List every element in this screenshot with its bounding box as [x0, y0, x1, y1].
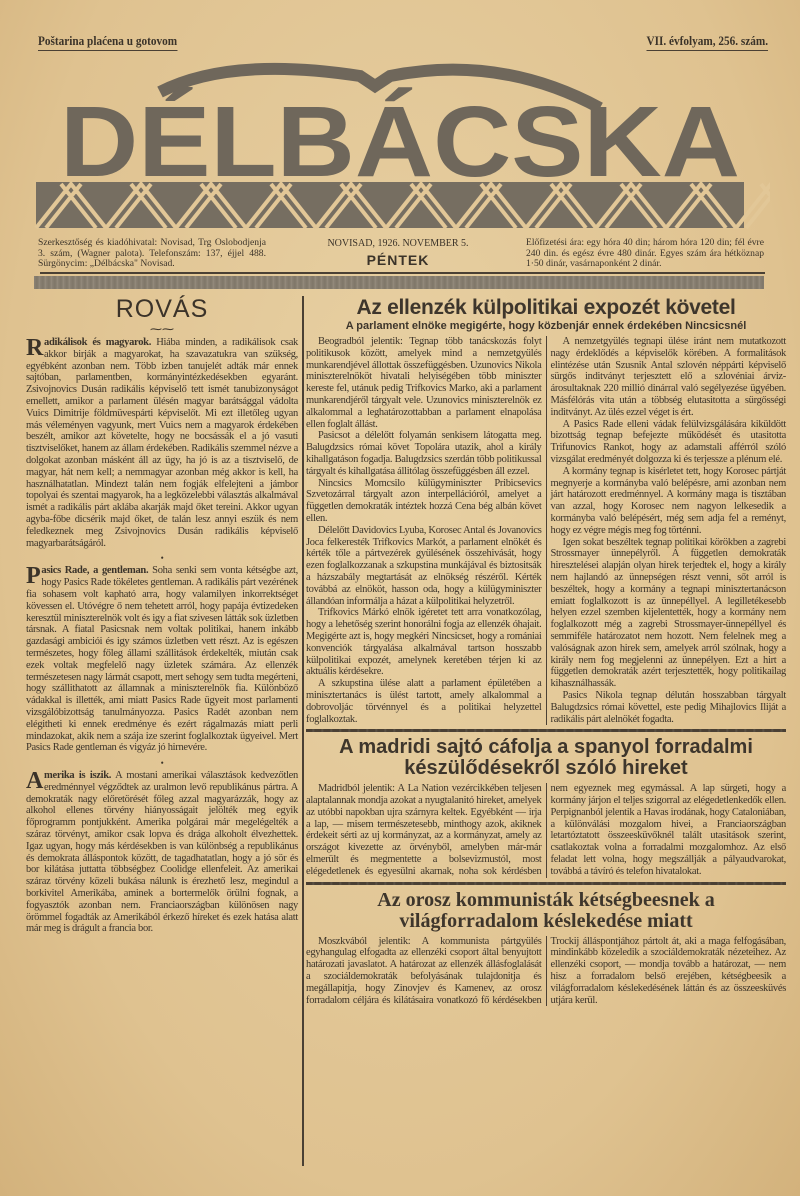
article-paragraph: Beogradból jelentik: Tegnap több tanácskozás folyt politikusok között, amelyek mind a nemzetgyülés munkarendjével állottak összefüggésben. Uzunovics Nikola miniszterelnököt hivatali helyiségében több miniszter kereste fel, utánuk pedig Trifkovics Marko, aki a parlament munkarendjéről tárgyalt vele. Uzunovics miniszterelnök ez alkalommal a leghatározottabban a parlament elnapolása ellen foglalt állást.	[306, 336, 542, 430]
madrid-article-body: Madridból jelentik: A La Nation vezércikkében teljesen alaptalannak mondja azokat a nyugtalanitó hireket, amelyek az utóbbi napokban ujra szárnyra keltek. Egyébként — irja a lap, — misem természetesebb, minthogy azok, akiknek érdekeit sérti az uj kormányzat, az a kormányzat, amely az országot kivezette az örvényből, amelyben már-már elmerült és megmentette a bolsevizmustól, most elégedetlenek és egyesülni akarnak, noha sok kérdésben nem egyeznek meg egymással. A lap sürgeti, hogy a kormány járjon el teljes szigorral az elégedetlenkedők ellen. Perpignanból jelentik a Havas irodának, hogy Cataloniában, a különválási mozgalom hivei, a Franciaországban letartóztatott összeesküvőknél talált utasitások szerint, csatlakoztak volna a forradalmi mozgalomhoz. Az első feladat lett volna, hogy megszállják a pályaudvarokat, továbbá a távíró és telefon hivatalokat.	[306, 783, 786, 877]
dateline: NOVISAD, 1926. NOVEMBER 5.	[327, 238, 469, 249]
header-band	[34, 276, 764, 289]
masthead-logo	[30, 52, 770, 230]
column-divider	[302, 296, 304, 1166]
weekday: PÉNTEK	[366, 252, 430, 268]
article-paragraph: Trifkovics Márkó elnök igéretet tett arra vonatkozólag, hogy a lehetőség szerint honorálni fogja az ellenzék óhajait. Megigérte azt is, hogy megkéri Nincsicset, hogy a romániai konvenciók tárgyalása alkalmával tartson hosszabb külpolitikai expozét, amelynek keretében térjen ki az aktuális kérdésekre.	[306, 607, 542, 678]
article-paragraph: A nemzetgyülés tegnapi ülése iránt nem mutatkozott nagy érdeklődés a képviselők körében. A formalitások elintézése után Szusnik Antal szlovén néppárti képviselő sürgős inditványt terjesztett elő a szlovéniai árviz-árosultaknak 220 millió dinárral való segélyezése ügyében. Másfélórás vita után a többség elutasitotta a sürgősségi inditványt. Az ülés ezzel véget is ért.	[550, 336, 786, 418]
ornament-icon: ⁓⁓	[150, 322, 174, 336]
article-paragraph: Nincsics Momcsilo külügyminiszter Pribicsevics Szvetozárral tárgyalt azon interpellációról, amelyet a független demokraták intéztek hozzá Cena bég albán követ ellen.	[306, 477, 542, 524]
divider	[306, 882, 786, 885]
divider	[306, 729, 786, 732]
rovas-item: Pasics Rade, a gentleman. Soha senki sem vonta kétségbe azt, hogy Pasics Rade tökéletes gentleman. A radikális párt vezérének fia sohasem volt kapható arra, hogy valamilyen inkorrektséget kövessen el. Utóvégre ő nem tehetett arról, hogy papája évtizedeken keresztül miniszterelnök volt és igy a fiat szivesen látták sok üzletben társnak. A fiatal Pasicsnak nem voltak politikai, hanem inkább gazdasági ambiciói és igy számos üzletben vett részt. Az is egészen természetes, hogy főleg állami szállitások érdekelték, miután csak ezek voltak megfelelő nagy üzletek számára. Az ellenzék természetesen nagy lármát csapott, mert sehogy sem tudta megérteni, hogy szállithatott az államnak a miniszterelnök fia. Különböző vádakkal is illették, ami miatt Pasics Rade ügyeit most parlamenti vizsgálóbizottság tanulmányozza. Pasics Radét azonban nem elégitheti ki ennek eredménye és ezért rágalmazás miatt perli mindazokat, akik nem a szája ize szerint foglalkoztak ügyeivel. Mert Pasics Rade gentleman és vigyáz jó hirnevére.	[26, 563, 298, 754]
article-paragraph: Igen sokat beszéltek tegnap politikai körökben a zagrebi Strossmayer ünnepélyről. A független demokraták hiresztelései alapján olyan hirek terjedtek el, hogy a király nem hajlandó az ünnepségen részt venni, sőt arról is beszéltek, hogy a kormány a tegnapi minisztertanácson emiatt foglalkozott is az ünnepéllyel. A legilletékesebb helyen ezzel szemben kijelentették, hogy a kormány nem foglalkozott még a zagrebi Strossmayer-ünnepéllyel és semmiféle határozatot nem hozott. Nem felelnek meg a valóságnak azon hirek sem, amelyek arról szólnak, hogy a király nem fog megjelenni az ünnepélyen. Ezt a hirt a független demokraták azért terjesztették, hogy politikailag kihasználhassák.	[550, 536, 786, 690]
logo-text: DÉLBÁCSKA	[60, 86, 740, 198]
subscription-info: Előfizetési ára: egy hóra 40 din; három hóra 120 din; fél évre 240 din. és egész évre 480 dinár. Egyes szám ára hétköznap 1·50 dinár, vasárnaponként 2 dinár.	[526, 237, 764, 270]
main-headline: Az ellenzék külpolitikai expozét követel	[356, 296, 736, 319]
separator-icon: •	[160, 758, 164, 769]
moscow-article-body: Moszkvából jelentik: A kommunista pártgyülés egyhangulag elfogadta az ellenzéki csoport által benyujtott határozati javaslatot. A határozat az ellenzék állásfoglalását a szociáldemokraták befolyásának tulajdonitja és megállapitja, hogy Zinovjev és Kamenev, az orosz forradalom céljára és kilátásaira vonatkozó fő kérdésekben Trockij álláspontjához pártolt át, aki a maga felfogásában, mindinkább közeledik a szociáldemokraták nézeteihez. Az ellenzéki csoport, — mondja tovább a határozat, — nem hisz a forradalom belső erejében, kétségbeesik a világforradalom késlekedésének láttán és az összeesküvés utjára kerül.	[306, 935, 786, 1006]
rovas-item: Radikálisok és magyarok. Hiába minden, a radikálisok csak akkor birják a magyarokat, ha szavazatukra van szükség, egyébként azonban nem. Több izben tanujelét adták már ennek sajtóban, parlamentben, kormányintézkedésekben egyaránt. Zsivojnovics Dusán radikális képviselő tett ismét tanubizonyságot emellett, amikor a parlament ülésén magyar barátsággal vádolta Vuics Dimitrije földmüvespárti képviselőt. Mi ezt illetőleg ugyan más véleményen vagyunk, mert Vuics nem a magyarok érdekében beszélt, amikor azt követelte, hogy ne bocsássák el a jó vasuti tisztviselőket, hanem az állam érdekében. Radikális szemmel nézve a dolgokat azonban másként áll az ügy, ha jó is az a tisztviselő, de magyar, hát nem kell; a nemmagyar azonban még akkor is kell, ha használhatatlan. Mindezt talán nem fogják elfelejteni a jámbor topolyai és szentai magyarok, ha a legközelebbi választás alkalmával ismét a radikális párt aklába akarják majd őket tereini. Akkor ugyan agyba-főbe dicsérik majd őket, de talán lesz annyi eszük és nem feledkeznek meg Zsivojnovics Dusán radikális képviselő magyarbarátságáról.	[26, 335, 299, 549]
article-paragraph: Pasicsot a délelőtt folyamán senkisem látogatta meg. Balugdzsics római követ Topolára utazik, ahol a király kihallgatáson fogadja. Balugdzsics szerdán több politikussal tárgyalt és kihallgatása állitólag összefüggésben áll ezzel.	[306, 430, 542, 477]
office-info: Szerkesztőség és kiadóhivatal: Novisad, Trg Oslobodjenja 3. szám, (Wagner palota). Telefonszám: 137, éjjel 488. Sürgönycim: „Délbácska" Novisad.	[38, 237, 266, 270]
moscow-headline: Az orosz kommunisták kétségbeesnek a világforradalom késlekedése miatt	[377, 888, 715, 932]
madrid-headline: A madridi sajtó cáfolja a spanyol forradalmi készülődésekről szóló hireket	[339, 736, 753, 780]
rovas-column	[26, 337, 298, 935]
issue-number: VII. évfolyam, 256. szám.	[646, 34, 768, 51]
rovas-item: Amerika is iszik. A mostani amerikai választások kedvezőtlen eredménnyel végződtek az uralmon levő republikánus pártra. A demokraták nagy előretörését főleg azzal magyarázzák, hogy az alkohol ellenes törvény hiányosságait jelölték meg egyik főprogramm pontjukként. Amerika polgárai már megelégelték a száraz törvényt, amikor csak lopva és drága alkoholt élvezhettek. Igaz ugyan, hogy más kérdésekben is van különbség a republikánus és demokrata álláspontok között, de tagadhatatlan, hogy a jó sör és bor kilátása juttatta többségbez Coolidge ellenfeleit. Az amerikai száraz törvény közeli bukása nálunk is érezhető lesz, megindul a borkivitel Amerikába, aminek a bortermelők örülni fognak, a fogyasztók azonban nem. Franciaországban különösen nagy örömmel fogadták az Amerikából érkező híreket és ezek hatása alatt már meg is drágult a francia bor.	[26, 768, 298, 935]
postage-note: Poštarina plaćena u gotovom	[38, 34, 177, 51]
main-article-body	[306, 336, 786, 725]
article-paragraph: A kormány tegnap is kisérletet tett, hogy Korosec pártját megnyerje a kormányba való belépésre, ami azonban nem járt határozott eredménnyel. A kormány maga is tisztában van azzal, hogy Korosec nem nagyon lelkesedik a kormányba való belépésért, még sem adja fel a reményt, hogy ez végre mégis meg fog történni.	[550, 465, 786, 536]
article-paragraph: A Pasics Rade elleni vádak felülvizsgálására kiküldött bizottság tegnap befejezte működését és utasitotta Trifunovics Rankot, hogy az adamstali afférról szóló vizsgálat eredményét dolgozza ki és terjessze a plénum elé.	[550, 418, 786, 465]
divider	[40, 272, 765, 274]
rovas-title: ROVÁS	[115, 295, 209, 323]
article-paragraph: A szkupstina ülése alatt a parlament épületében a minisztertanács is ülést tartott, amely alkalommal a dobrovoljác törvénnyel és a politikai helyzettel foglalkoztak.	[306, 678, 542, 725]
main-subheadline: A parlament elnöke megigérte, hogy közbenjár ennek érdekében Nincsicsnél	[345, 320, 747, 332]
article-paragraph: Délelőtt Davidovics Lyuba, Korosec Antal és Jovanovics Joca felkeresték Trifkovics Markót, a parlament elnökét és kérték tőle a pártvezérek gyülésének összehivását, hogy ezen foglalkozzanak a szkupstina munkájával és biztositsák a házszabály megtartását az elnökség részéről. Kérték továbbá az elnököt, hasson oda, hogy a külügyminiszter állandóan informálja a házat a külpolitikai helyzetről.	[306, 524, 542, 607]
article-paragraph: Pasics Nikola tegnap délután hosszabban tárgyalt Balugdzsics római követtel, este pedig Mihajlovics Iliját a radikális párt alelnökét fogadta.	[550, 689, 786, 725]
separator-icon: •	[160, 553, 164, 564]
